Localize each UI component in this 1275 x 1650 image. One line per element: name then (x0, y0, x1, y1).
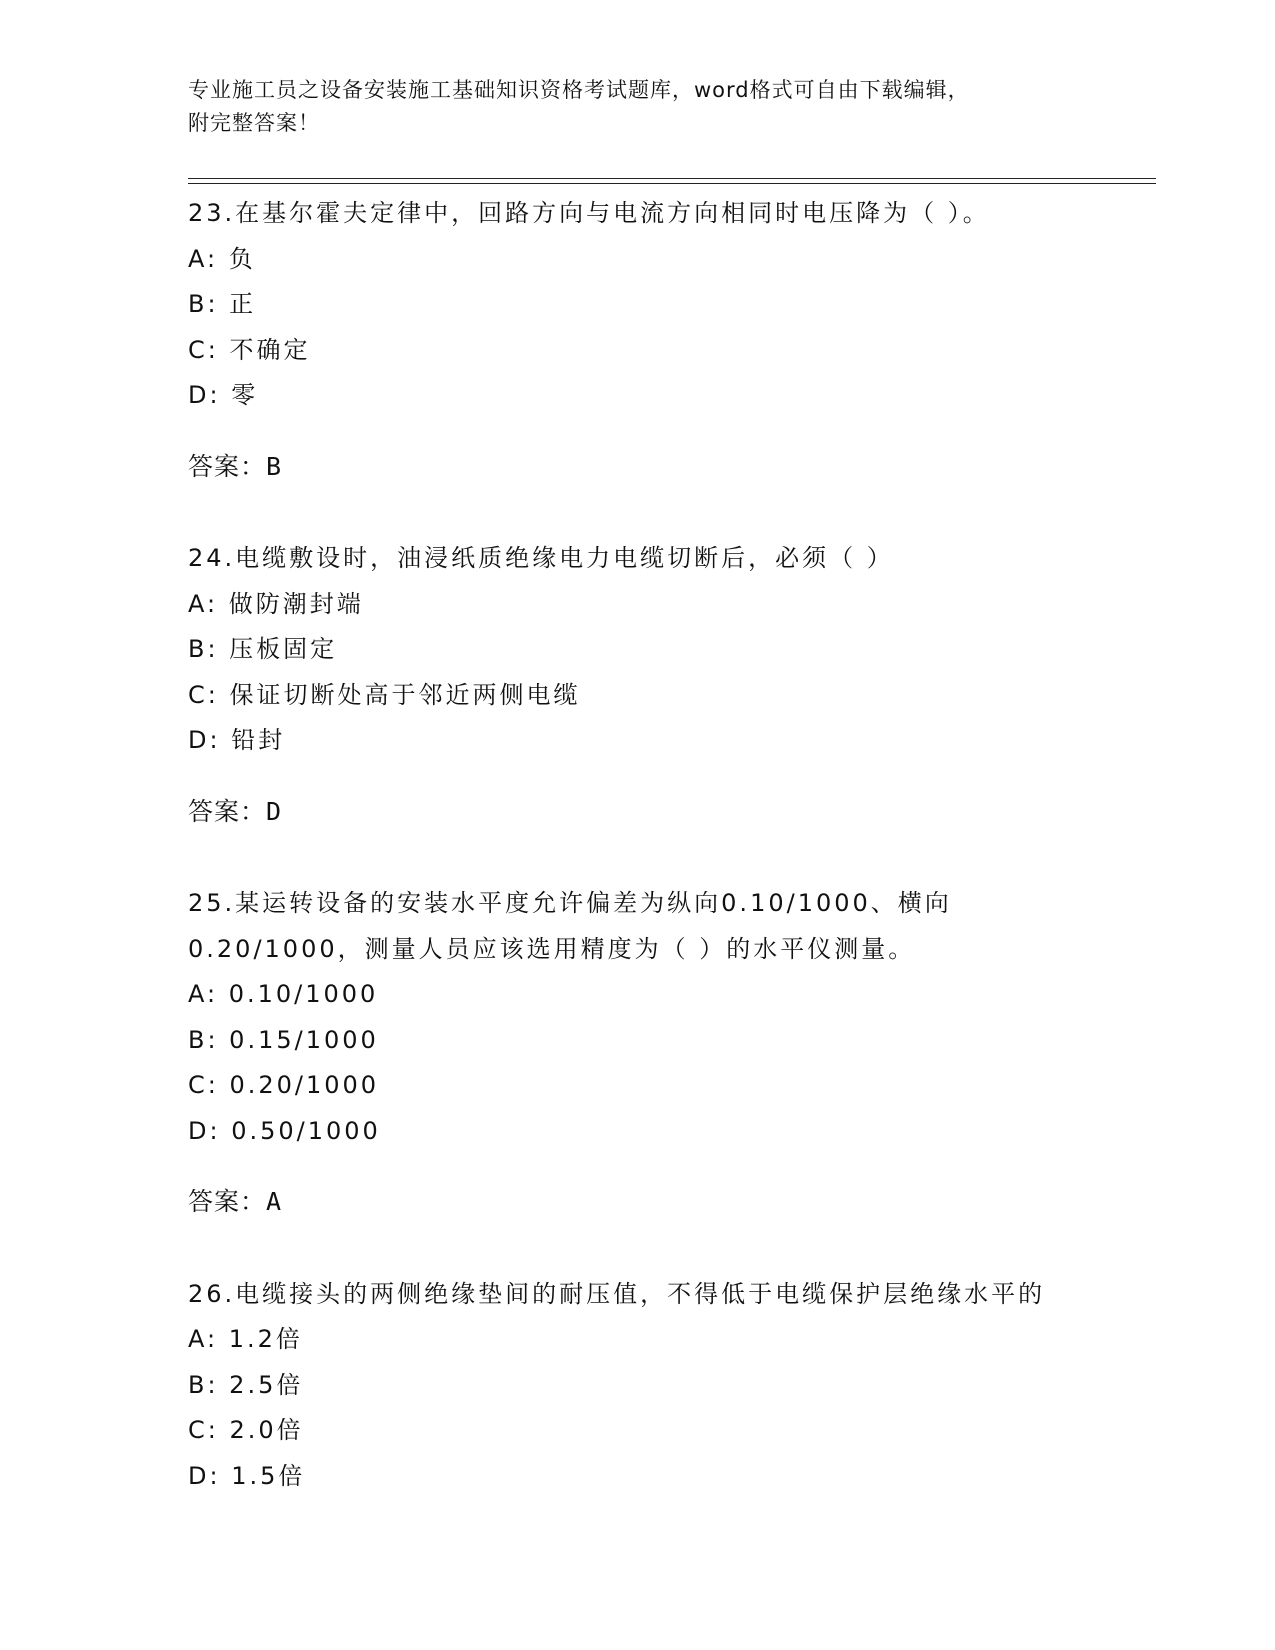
question-item (188, 191, 1088, 489)
answer-option: C: 0.20/1000 (188, 1071, 380, 1099)
header-divider-bottom (188, 183, 1156, 184)
question-list (188, 191, 1088, 1499)
answer-option: C: 不确定 (188, 335, 311, 364)
question-text: 23.在基尔霍夫定律中，回路方向与电流方向相同时电压降为（ ）。 (188, 199, 990, 227)
question-text: 26.电缆接头的两侧绝缘垫间的耐压值，不得低于电缆保护层绝缘水平的 (188, 1279, 1046, 1308)
answer-option: A: 0.10/1000 (188, 980, 379, 1008)
answer-option: B: 压板固定 (188, 635, 338, 663)
answer-option: D: 1.5倍 (188, 1461, 306, 1490)
question-item (188, 881, 1088, 1225)
document-header (188, 74, 1088, 140)
answer-option: D: 铅封 (188, 726, 286, 754)
answer-key (188, 444, 1088, 490)
answer-option: A: 负 (188, 244, 256, 273)
answer-option: D: 0.50/1000 (188, 1116, 381, 1145)
answer-option: C: 保证切断处高于邻近两侧电缆 (188, 680, 581, 709)
header-divider-top (188, 178, 1156, 179)
answer-option: C: 2.0倍 (188, 1416, 304, 1444)
answer-key (188, 789, 1088, 835)
answer-key (188, 1179, 1088, 1225)
header-line-2: 附完整答案！ (188, 111, 320, 135)
answer-label: 答案： (188, 451, 267, 481)
answer-option: D: 零 (188, 381, 259, 409)
answer-option: B: 0.15/1000 (188, 1025, 379, 1054)
question-text: 24.电缆敷设时，油浸纸质绝缘电力电缆切断后，必须（ ） (188, 544, 894, 572)
question-text: 25.某运转设备的安装水平度允许偏差为纵向0.10/1000、横向0.20/1000，测量人员应该选用精度为（ ）的水平仪测量。 (188, 889, 952, 963)
answer-value: D (266, 796, 283, 826)
answer-label: 答案： (188, 1187, 267, 1216)
answer-label: 答案： (188, 796, 267, 826)
answer-option: B: 2.5倍 (188, 1370, 304, 1399)
answer-option: A: 1.2倍 (188, 1325, 303, 1353)
answer-value: B (266, 451, 283, 481)
header-line-1: 专业施工员之设备安装施工基础知识资格考试题库，word格式可自由下载编辑， (188, 78, 970, 102)
answer-value: A (266, 1187, 283, 1216)
answer-option: A: 做防潮封端 (188, 589, 364, 618)
question-item (188, 536, 1088, 834)
question-item (188, 1272, 1088, 1500)
answer-option: B: 正 (188, 290, 257, 318)
